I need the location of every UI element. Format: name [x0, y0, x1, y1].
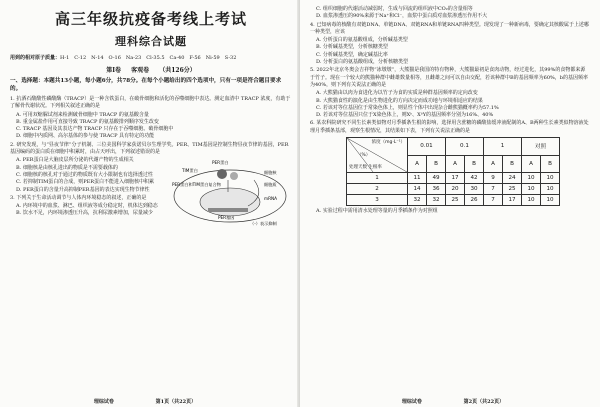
table-cell: 32 [427, 195, 446, 206]
question-3-option-c: C. 组织细胞的代谢活动减弱时，生成与回流的组织液中CO₂的含量相等 [316, 6, 473, 12]
col-conc-0-01: 0.01 [408, 138, 446, 156]
group-header: B [427, 155, 446, 173]
question-5-option-b: B. 大熊猫食性的演化是由生物进化的方向决定而成功地与环境相适应的结果 [316, 97, 483, 104]
tim-protein-blob [230, 172, 238, 180]
exam-subtitle: 理科综合试题 [115, 35, 187, 48]
diag-concentration-label: 浓度（mg·L⁻¹） [371, 140, 405, 146]
table-cell: 17 [503, 195, 522, 206]
label-per-gene: PER基因 [218, 214, 235, 220]
question-5-option-d: D. 若该对等位基因只位于X染色体上，则Xᵇ、XᵇY的基因频率分别为16%、40% [316, 112, 494, 119]
group-header: B [541, 155, 560, 173]
question-4-option-c: C. 分析碱基类型，确定碱基比率 [316, 51, 388, 58]
question-3-option-a: A. 内环境中的血浆、淋巴、组织液等成分稳定时，机体达到稳态 [16, 203, 158, 210]
table-cell: 36 [427, 184, 446, 195]
table-cell: 30 [465, 184, 484, 195]
footer-page: 第2页（共22页） [463, 399, 505, 405]
table-cell: 49 [427, 173, 446, 184]
footer-subject: 理综试卷 [93, 399, 114, 405]
question-4-stem: 4. 已知病毒的核酸有双链DNA、单链DNA、双链RNA和单链RNA四种类型。现发现了一种新病毒，要确定其核酸属于上述哪一种类型，应该 [310, 21, 589, 35]
label-per-protein: PER蛋白 [212, 159, 229, 165]
col-control: 对照 [522, 138, 560, 156]
question-6-stem: 6. 某农科院研究不同生长素类似物对月季插条生根的影响，选择用含蔗糖的磷酸盐缓冲液配制的A、B两种生长素类似物溶液处理月季插条基部，观察生根情况，其结果如下表，下列有关说法正确的是 [310, 120, 589, 134]
table-row [347, 184, 560, 195]
question-2-option-b: B. 细胞核是由核孔进出的物质是不需要载体的 [16, 164, 118, 171]
table-cell: 32 [408, 195, 427, 206]
atomic-mass-label: 用到的相对原子质量： [10, 55, 61, 61]
per-gene-strand [208, 208, 248, 212]
group-header: B [503, 155, 522, 173]
question-3-option-d: D. 血浆渗透压的90%来源于Na⁺和Cl⁻，血浆中蛋白质对血浆渗透压作用不大 [316, 13, 488, 20]
question-4-option-b: B. 分析碱基类型，分析核糖类型 [316, 44, 388, 51]
exam-page-2 [300, 0, 600, 407]
table-cell: 26 [465, 195, 484, 206]
question-4-option-a: A. 分析蛋白的氨基酸组成，分析碱基类型 [316, 37, 408, 44]
table-cell: 10 [522, 173, 541, 184]
question-4-option-d: D. 分析蛋白的氨基酸组成，分析核糖类型 [316, 59, 409, 66]
per-protein-blob [217, 169, 227, 179]
question-1-option-d: D. 细胞中内质网、高尔基体的参与使 TRACP 具有特定的功能 [16, 133, 155, 140]
page-2-footer [308, 398, 598, 405]
atomic-mass-line [10, 55, 292, 62]
question-2-option-d: D. PER蛋白的含量升高抑制PER基因的表达实现生物节律性 [16, 186, 150, 193]
table-cell: 11 [408, 173, 427, 184]
group-header: B [465, 155, 484, 173]
table-row [347, 195, 560, 206]
group-header: A [408, 155, 427, 173]
section-part: 第Ⅰ卷 [106, 67, 122, 74]
table-cell: 17 [446, 173, 465, 184]
table-cell: 9 [484, 173, 503, 184]
figure-legend: （-）表示抑制 [250, 220, 277, 226]
footer-subject: 理综试卷 [401, 399, 422, 405]
section-score: （共126分） [159, 67, 196, 74]
col-conc-0-1: 0.1 [446, 138, 484, 156]
question-5-option-c: C. 若该对等位基因位于常染色体上，则显性个体中出现杂合雌熊猫概率约为57.1% [316, 104, 499, 111]
table-cell: 10 [522, 184, 541, 195]
table-cell: 42 [465, 173, 484, 184]
question-2-stem: 2. 研究发现，与“昼夜节律”分子机制、三位美国科学家获诺贝尔生理学奖。PER、TIM基因是控制生物昼夜节律的基因，PER基因编码的蛋白质在细胞中积累时，由占天呼出，下列叙述错误的是 [10, 141, 289, 156]
question-2-option-b2: C. 细胞核的核孔对于通过的物质既有大小限制也有选择透过性 [16, 171, 153, 178]
label-mrna: mRNA [264, 195, 277, 201]
table-day-cell: 2 [347, 184, 408, 195]
label-tim-protein: TIM蛋白 [182, 167, 198, 173]
table-cell: 25 [503, 184, 522, 195]
question-2-stem-wrap [10, 142, 292, 157]
question-2-option-c: C. 若抑制TIM蛋白的合成，则PER蛋白不能进入细胞核中积累 [16, 179, 155, 186]
table-day-cell: 3 [347, 195, 408, 206]
footer-page: 第1页（共22页） [155, 399, 197, 405]
atomic-mass-values: H-1 C-12 N-14 O-16 Na-23 Cl-35.5 Ca-40 F-56 Ni-59 S-32 [60, 55, 237, 61]
table-cell: 14 [408, 184, 427, 195]
question-1-option-a: A. 可用双缩脲试剂来检测破骨细胞中 TRACP 的氨基酸含量 [16, 111, 149, 118]
label-complex: PER蛋白和TIM蛋白复合物 [172, 181, 221, 187]
question-1-option-b: B. 重金属盐作用可直接导致 TRACP 的氨基酸排列顺序发生改变 [16, 118, 159, 125]
question-3-option-b: B. 饮水不足，内环境渗透压升高，抗利尿激素增加，尿量减少 [16, 210, 153, 217]
group-header: A [484, 155, 503, 173]
question-5-option-a: A. 大熊猫由以肉为食进化为以竹子为食的实质是种群基因频率的定向改变 [316, 90, 478, 97]
table-cell: 7 [484, 195, 503, 206]
question-2-option-a: A. PER蛋白是大脑皮层所分泌的代谢产物的生成相关 [16, 157, 134, 164]
label-cytoplasm: 细胞质 [264, 181, 277, 187]
section-heading [10, 65, 292, 74]
group-header: A [446, 155, 465, 173]
table-cell: 10 [541, 184, 560, 195]
table-cell: 20 [446, 184, 465, 195]
rooting-rate-table [346, 137, 560, 206]
group-header: A [522, 155, 541, 173]
table-cell: 10 [541, 173, 560, 184]
col-conc-1: 1 [484, 138, 522, 156]
table-diagonal-header [347, 138, 408, 173]
table-day-cell: 1 [347, 173, 408, 184]
table-cell: 10 [522, 195, 541, 206]
question-3-stem: 3. 下列关于生命活动调节与人体内环境稳态的叙述，正确的是 [10, 194, 147, 201]
exam-title: 高三年级抗疫备考线上考试 [54, 10, 247, 28]
table-header-row [347, 138, 560, 156]
question-1-option-c: C. TRACP 基因及其表达产物 TRACP 只存在于吞噬细胞、破骨细胞中 [16, 126, 174, 133]
choice-instruction: 一、选择题：本题共13小题，每小题6分，共78分。在每个小题给出的四个选项中，只有一项是符合题目要求的。 [10, 78, 282, 92]
per-tim-diagram [168, 156, 290, 226]
table-cell: 24 [503, 173, 522, 184]
section-name: 客观卷 [131, 67, 150, 74]
question-1-stem: 1. 抗酒石酸酸性磷酸酶（TRACP）是一种含铁蛋白，在破骨细胞和活化的吞噬细胞中表达。测定血清中 TRACP 浓度，有助于了解骨代谢状况。下列相关叙述正确的是 [10, 96, 291, 110]
diag-days-label: 处理天数 生根率 [349, 164, 382, 170]
table-cell: 25 [446, 195, 465, 206]
page-1-footer [0, 398, 290, 405]
table-row [347, 173, 560, 184]
question-5-stem: 5. 2022年北京冬奥会吉祥物“冰墩墩”，大熊猫是我国的特有物种，大熊猫最初是食肉动物，经过进化，其99%的食物都来源于竹子。现在一个较大的熊猫种群中雌雄数量相等，且雌雄之间可以自由交配，若该种群中B的基因频率为60%，b的基因频率为40%，则下列有关说法正确的是 [310, 67, 588, 88]
label-nucleus: 细胞核 [264, 169, 277, 175]
question-6-option-a: A. 实验过程中需用清水处理等量的月季插条作为对照组 [316, 208, 438, 215]
table-cell: 7 [484, 184, 503, 195]
table-cell: 10 [541, 195, 560, 206]
diag-percent-label: （%） [357, 153, 371, 159]
